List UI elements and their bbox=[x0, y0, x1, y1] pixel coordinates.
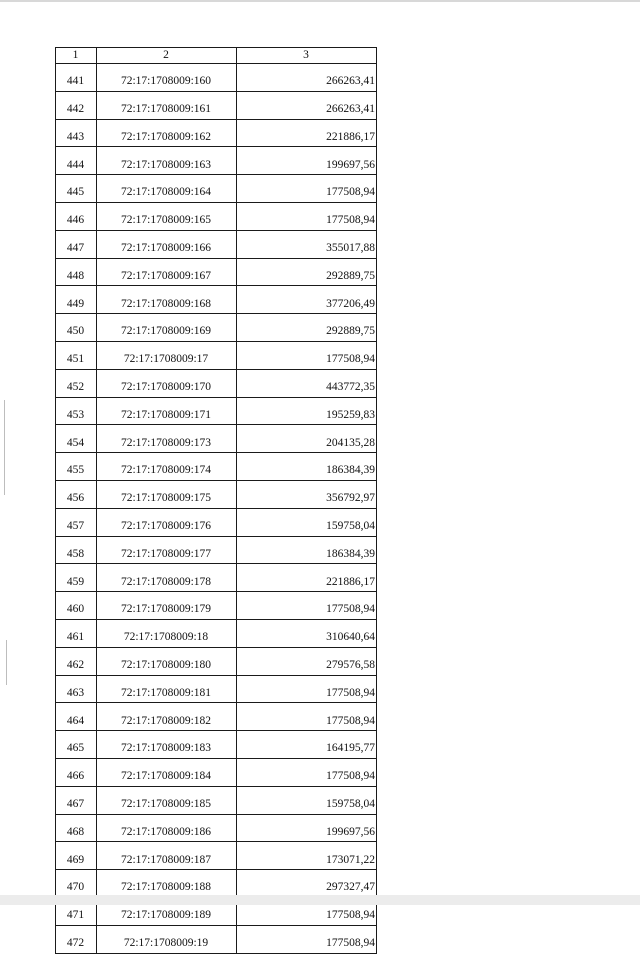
table-row bbox=[56, 814, 377, 842]
cadastral-value-cell: 186384,39 bbox=[237, 453, 377, 481]
cadastral-number-cell: 72:17:1708009:18 bbox=[97, 619, 237, 647]
cadastral-value-cell: 177508,94 bbox=[237, 592, 377, 620]
cadastral-value-cell: 159758,04 bbox=[237, 786, 377, 814]
table-row bbox=[56, 397, 377, 425]
row-number-cell: 470 bbox=[56, 870, 97, 898]
row-number-cell: 454 bbox=[56, 425, 97, 453]
header-col-2: 2 bbox=[97, 48, 237, 64]
cadastral-value-cell: 177508,94 bbox=[237, 897, 377, 925]
row-number-cell: 457 bbox=[56, 508, 97, 536]
row-number-cell: 456 bbox=[56, 480, 97, 508]
table-row bbox=[56, 369, 377, 397]
cadastral-number-cell: 72:17:1708009:182 bbox=[97, 703, 237, 731]
cadastral-value-cell: 221886,17 bbox=[237, 564, 377, 592]
cadastral-value-cell: 355017,88 bbox=[237, 230, 377, 258]
cadastral-value-cell: 164195,77 bbox=[237, 731, 377, 759]
row-number-cell: 460 bbox=[56, 592, 97, 620]
table-row bbox=[56, 619, 377, 647]
cadastral-number-cell: 72:17:1708009:163 bbox=[97, 147, 237, 175]
cadastral-value-cell: 297327,47 bbox=[237, 870, 377, 898]
table-row bbox=[56, 703, 377, 731]
cadastral-number-cell: 72:17:1708009:174 bbox=[97, 453, 237, 481]
table-body bbox=[56, 64, 377, 954]
row-number-cell: 441 bbox=[56, 64, 97, 92]
cadastral-number-cell: 72:17:1708009:183 bbox=[97, 731, 237, 759]
cadastral-value-cell: 199697,56 bbox=[237, 147, 377, 175]
row-number-cell: 455 bbox=[56, 453, 97, 481]
cadastral-number-cell: 72:17:1708009:185 bbox=[97, 786, 237, 814]
table-row bbox=[56, 119, 377, 147]
row-number-cell: 464 bbox=[56, 703, 97, 731]
cadastral-number-cell: 72:17:1708009:162 bbox=[97, 119, 237, 147]
cadastral-number-cell: 72:17:1708009:175 bbox=[97, 480, 237, 508]
row-number-cell: 445 bbox=[56, 175, 97, 203]
cadastral-number-cell: 72:17:1708009:176 bbox=[97, 508, 237, 536]
row-number-cell: 468 bbox=[56, 814, 97, 842]
cadastral-value-cell: 221886,17 bbox=[237, 119, 377, 147]
table-row bbox=[56, 314, 377, 342]
cadastral-number-cell: 72:17:1708009:177 bbox=[97, 536, 237, 564]
cadastral-value-cell: 177508,94 bbox=[237, 925, 377, 953]
table-row bbox=[56, 286, 377, 314]
cadastral-value-cell: 177508,94 bbox=[237, 341, 377, 369]
table-row bbox=[56, 842, 377, 870]
table-row bbox=[56, 536, 377, 564]
row-number-cell: 469 bbox=[56, 842, 97, 870]
cadastral-number-cell: 72:17:1708009:167 bbox=[97, 258, 237, 286]
cadastral-number-cell: 72:17:1708009:166 bbox=[97, 230, 237, 258]
table-header-row bbox=[56, 48, 377, 64]
cadastral-value-cell: 377206,49 bbox=[237, 286, 377, 314]
cadastral-number-cell: 72:17:1708009:188 bbox=[97, 870, 237, 898]
cadastral-value-cell: 177508,94 bbox=[237, 758, 377, 786]
cadastral-number-cell: 72:17:1708009:161 bbox=[97, 91, 237, 119]
cadastral-number-cell: 72:17:1708009:168 bbox=[97, 286, 237, 314]
table-row bbox=[56, 508, 377, 536]
row-number-cell: 448 bbox=[56, 258, 97, 286]
row-number-cell: 443 bbox=[56, 119, 97, 147]
cadastral-number-cell: 72:17:1708009:19 bbox=[97, 925, 237, 953]
row-number-cell: 466 bbox=[56, 758, 97, 786]
cadastral-value-cell: 159758,04 bbox=[237, 508, 377, 536]
cadastral-value-cell: 173071,22 bbox=[237, 842, 377, 870]
row-number-cell: 450 bbox=[56, 314, 97, 342]
cadastral-number-cell: 72:17:1708009:169 bbox=[97, 314, 237, 342]
row-number-cell: 463 bbox=[56, 675, 97, 703]
cadastral-value-cell: 356792,97 bbox=[237, 480, 377, 508]
table-row bbox=[56, 925, 377, 953]
row-number-cell: 453 bbox=[56, 397, 97, 425]
table-row bbox=[56, 175, 377, 203]
cadastral-number-cell: 72:17:1708009:170 bbox=[97, 369, 237, 397]
cadastral-value-cell: 177508,94 bbox=[237, 175, 377, 203]
table-row bbox=[56, 647, 377, 675]
row-number-cell: 472 bbox=[56, 925, 97, 953]
table-row bbox=[56, 425, 377, 453]
table-row bbox=[56, 731, 377, 759]
row-number-cell: 446 bbox=[56, 202, 97, 230]
table-row bbox=[56, 758, 377, 786]
cadastral-value-cell: 186384,39 bbox=[237, 536, 377, 564]
row-number-cell: 462 bbox=[56, 647, 97, 675]
table-row bbox=[56, 564, 377, 592]
cadastral-number-cell: 72:17:1708009:180 bbox=[97, 647, 237, 675]
row-number-cell: 447 bbox=[56, 230, 97, 258]
cadastral-number-cell: 72:17:1708009:165 bbox=[97, 202, 237, 230]
cadastral-value-cell: 266263,41 bbox=[237, 64, 377, 92]
table-row bbox=[56, 592, 377, 620]
table-row bbox=[56, 675, 377, 703]
cadastral-value-cell: 292889,75 bbox=[237, 314, 377, 342]
cadastral-number-cell: 72:17:1708009:187 bbox=[97, 842, 237, 870]
row-number-cell: 467 bbox=[56, 786, 97, 814]
scan-artifact-left-lower bbox=[6, 640, 7, 685]
cadastral-number-cell: 72:17:1708009:17 bbox=[97, 341, 237, 369]
table-row bbox=[56, 786, 377, 814]
page-top-edge bbox=[0, 0, 640, 2]
cadastral-number-cell: 72:17:1708009:171 bbox=[97, 397, 237, 425]
scan-artifact-left bbox=[4, 400, 5, 495]
table-row bbox=[56, 341, 377, 369]
table-row bbox=[56, 258, 377, 286]
cadastral-value-cell: 177508,94 bbox=[237, 675, 377, 703]
cadastral-value-cell: 443772,35 bbox=[237, 369, 377, 397]
cadastral-value-cell: 279576,58 bbox=[237, 647, 377, 675]
cadastral-number-cell: 72:17:1708009:178 bbox=[97, 564, 237, 592]
row-number-cell: 444 bbox=[56, 147, 97, 175]
table-row bbox=[56, 230, 377, 258]
table-row bbox=[56, 91, 377, 119]
table-row bbox=[56, 480, 377, 508]
cadastral-value-cell: 177508,94 bbox=[237, 703, 377, 731]
header-col-1: 1 bbox=[56, 48, 97, 64]
row-number-cell: 451 bbox=[56, 341, 97, 369]
row-number-cell: 452 bbox=[56, 369, 97, 397]
cadastral-value-cell: 310640,64 bbox=[237, 619, 377, 647]
row-number-cell: 442 bbox=[56, 91, 97, 119]
table-row bbox=[56, 870, 377, 898]
row-number-cell: 461 bbox=[56, 619, 97, 647]
table-row bbox=[56, 202, 377, 230]
cadastral-value-cell: 266263,41 bbox=[237, 91, 377, 119]
cadastral-number-cell: 72:17:1708009:179 bbox=[97, 592, 237, 620]
cadastral-number-cell: 72:17:1708009:186 bbox=[97, 814, 237, 842]
row-number-cell: 449 bbox=[56, 286, 97, 314]
cadastral-number-cell: 72:17:1708009:173 bbox=[97, 425, 237, 453]
cadastral-number-cell: 72:17:1708009:181 bbox=[97, 675, 237, 703]
cadastral-value-cell: 195259,83 bbox=[237, 397, 377, 425]
cadastral-number-cell: 72:17:1708009:160 bbox=[97, 64, 237, 92]
row-number-cell: 458 bbox=[56, 536, 97, 564]
cadastral-value-table bbox=[55, 47, 377, 954]
cadastral-value-cell: 292889,75 bbox=[237, 258, 377, 286]
table-row bbox=[56, 147, 377, 175]
table-row bbox=[56, 453, 377, 481]
row-number-cell: 471 bbox=[56, 897, 97, 925]
row-number-cell: 459 bbox=[56, 564, 97, 592]
cadastral-number-cell: 72:17:1708009:184 bbox=[97, 758, 237, 786]
cadastral-value-cell: 204135,28 bbox=[237, 425, 377, 453]
table-row bbox=[56, 64, 377, 92]
row-number-cell: 465 bbox=[56, 731, 97, 759]
page-bottom-edge bbox=[0, 895, 640, 905]
cadastral-number-cell: 72:17:1708009:189 bbox=[97, 897, 237, 925]
header-col-3: 3 bbox=[237, 48, 377, 64]
cadastral-value-cell: 177508,94 bbox=[237, 202, 377, 230]
cadastral-value-cell: 199697,56 bbox=[237, 814, 377, 842]
cadastral-number-cell: 72:17:1708009:164 bbox=[97, 175, 237, 203]
